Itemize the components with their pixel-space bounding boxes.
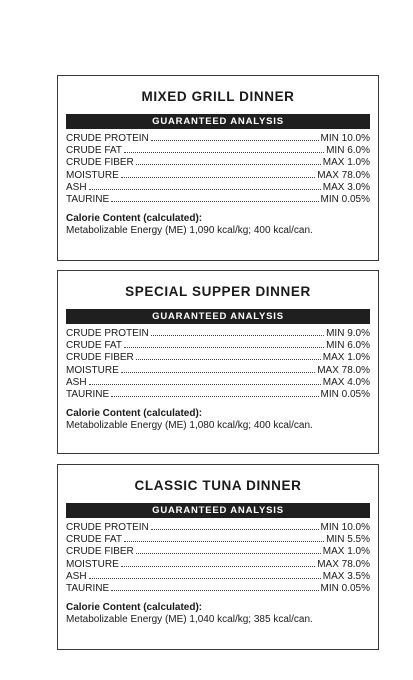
analysis-row	[66, 352, 370, 364]
analysis-row	[66, 340, 370, 352]
row-label: CRUDE FAT	[66, 145, 122, 157]
dot-leader	[121, 372, 315, 373]
row-label: MOISTURE	[66, 364, 119, 376]
analysis-row	[66, 571, 370, 583]
row-value: MIN 0.05%	[320, 582, 370, 594]
dot-leader	[136, 359, 321, 360]
row-value: MIN 9.0%	[326, 328, 370, 339]
dot-leader	[111, 590, 318, 591]
row-value: MIN 6.0%	[326, 145, 370, 157]
calorie-heading: Calorie Content (calculated):	[66, 213, 203, 225]
row-label: MOISTURE	[66, 558, 119, 570]
row-label: CRUDE PROTEIN	[66, 328, 149, 339]
row-label: ASH	[66, 376, 87, 388]
analysis-header: GUARANTEED ANALYSIS	[66, 114, 370, 129]
row-value: MAX 3.0%	[322, 181, 370, 193]
dot-leader	[121, 566, 315, 567]
dot-leader	[124, 541, 324, 542]
row-label: CRUDE FAT	[66, 534, 122, 546]
analysis-row	[66, 522, 370, 534]
panel-classic-tuna	[57, 464, 379, 650]
analysis-table	[66, 328, 370, 401]
dot-leader	[151, 335, 324, 336]
panel-title: MIXED GRILL DINNER	[141, 89, 295, 104]
analysis-row	[66, 170, 370, 182]
analysis-row	[66, 534, 370, 546]
analysis-header: GUARANTEED ANALYSIS	[66, 309, 370, 324]
analysis-row	[66, 389, 370, 401]
analysis-row	[66, 583, 370, 595]
panel-title: CLASSIC TUNA DINNER	[134, 478, 302, 493]
row-value: MAX 4.0%	[322, 376, 370, 388]
row-label: CRUDE FIBER	[66, 546, 134, 558]
row-value: MAX 78.0%	[317, 169, 370, 181]
dot-leader	[89, 189, 321, 190]
analysis-row	[66, 559, 370, 571]
row-label: CRUDE PROTEIN	[66, 133, 149, 144]
calorie-text: Metabolizable Energy (ME) 1,090 kcal/kg; 400 kcal/can.	[66, 225, 313, 237]
row-value: MAX 3.5%	[322, 570, 370, 582]
row-label: CRUDE FIBER	[66, 157, 134, 169]
row-label: TAURINE	[66, 388, 110, 400]
row-value: MIN 10.0%	[320, 133, 370, 144]
analysis-table	[66, 133, 370, 206]
row-label: TAURINE	[66, 582, 110, 594]
dot-leader	[136, 164, 321, 165]
row-label: CRUDE FIBER	[66, 352, 134, 364]
row-label: ASH	[66, 181, 87, 193]
analysis-row	[66, 157, 370, 169]
dot-leader	[121, 177, 315, 178]
row-value: MAX 1.0%	[322, 546, 370, 558]
row-label: MOISTURE	[66, 169, 119, 181]
calorie-text: Metabolizable Energy (ME) 1,080 kcal/kg; 400 kcal/can.	[66, 420, 313, 432]
row-value: MIN 6.0%	[326, 340, 370, 352]
row-label: TAURINE	[66, 193, 110, 205]
calorie-heading: Calorie Content (calculated):	[66, 408, 203, 420]
row-value: MIN 5.5%	[326, 534, 370, 546]
analysis-row	[66, 377, 370, 389]
row-value: MAX 78.0%	[317, 558, 370, 570]
analysis-table	[66, 522, 370, 595]
analysis-row	[66, 133, 370, 145]
row-label: CRUDE PROTEIN	[66, 522, 149, 533]
analysis-row	[66, 328, 370, 340]
calorie-heading: Calorie Content (calculated):	[66, 602, 203, 614]
dot-leader	[111, 396, 318, 397]
dot-leader	[151, 529, 319, 530]
panel-special-supper	[57, 270, 379, 454]
analysis-header: GUARANTEED ANALYSIS	[66, 503, 370, 518]
row-value: MIN 0.05%	[320, 388, 370, 400]
dot-leader	[151, 140, 319, 141]
row-value: MIN 0.05%	[320, 193, 370, 205]
row-label: ASH	[66, 570, 87, 582]
dot-leader	[124, 347, 324, 348]
row-value: MIN 10.0%	[320, 522, 370, 533]
panel-title: SPECIAL SUPPER DINNER	[125, 284, 311, 299]
analysis-row	[66, 546, 370, 558]
panel-mixed-grill	[57, 75, 379, 261]
dot-leader	[89, 578, 321, 579]
dot-leader	[136, 553, 321, 554]
row-value: MAX 1.0%	[322, 157, 370, 169]
analysis-row	[66, 145, 370, 157]
row-value: MAX 78.0%	[317, 364, 370, 376]
dot-leader	[111, 201, 318, 202]
calorie-text: Metabolizable Energy (ME) 1,040 kcal/kg; 385 kcal/can.	[66, 614, 313, 626]
analysis-row	[66, 365, 370, 377]
row-value: MAX 1.0%	[322, 352, 370, 364]
analysis-row	[66, 194, 370, 206]
row-label: CRUDE FAT	[66, 340, 122, 352]
dot-leader	[124, 152, 324, 153]
analysis-row	[66, 182, 370, 194]
dot-leader	[89, 384, 321, 385]
